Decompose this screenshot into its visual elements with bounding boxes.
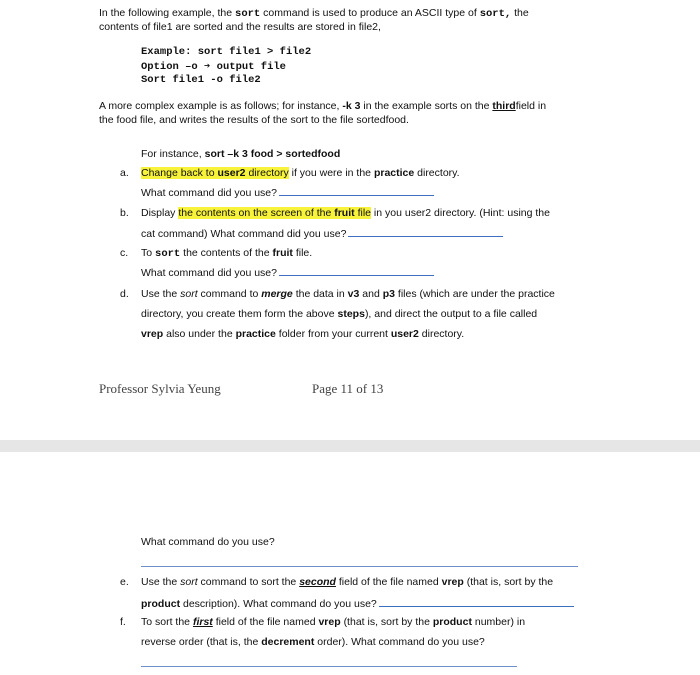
item-d-line-2: directory, you create them form the above steps), and direct the output to a file called: [141, 308, 538, 320]
item-a-marker: a.: [120, 167, 129, 179]
intro-line-2: contents of file1 are sorted and the results are stored in file2,: [99, 21, 381, 33]
complex-line-2: the food file, and writes the results of the sort to the file sortedfood.: [99, 114, 409, 126]
page2-question: What command do you use?: [141, 536, 275, 548]
arrow-icon: ➔: [204, 61, 211, 73]
answer-line-a[interactable]: [279, 186, 434, 196]
item-f-line-2: reverse order (that is, the decrement order). What command do you use?: [141, 636, 485, 648]
footer-professor: Professor Sylvia Yeung: [99, 381, 221, 396]
answer-line-d[interactable]: [141, 566, 578, 567]
instance-line: For instance, sort –k 3 food > sortedfood: [141, 148, 341, 160]
item-c-line-1: To sort the contents of the fruit file.: [141, 247, 313, 260]
example-line-1: Example: sort file1 > file2: [141, 46, 312, 58]
item-d-marker: d.: [120, 288, 129, 300]
item-a-line-1: Change back to user2 directory if you were in the practice directory.: [141, 167, 460, 179]
item-d-line-3: vrep also under the practice folder from your current user2 directory.: [141, 328, 465, 340]
item-f-line-1: To sort the first field of the file named vrep (that is, sort by the product number) in: [141, 616, 526, 628]
complex-line-1: A more complex example is as follows; for instance, -k 3 in the example sorts on the thirdfield in: [99, 100, 547, 112]
item-e-marker: e.: [120, 576, 129, 588]
item-a-line-2: What command did you use?: [141, 186, 434, 199]
item-d-line-1: Use the sort command to merge the data in v3 and p3 files (which are under the practice: [141, 288, 555, 300]
example-line-2: Option –o ➔ output file: [141, 61, 286, 73]
item-b-marker: b.: [120, 207, 129, 219]
example-line-3: Sort file1 -o file2: [141, 74, 261, 86]
footer-page-number: Page 11 of 13: [312, 381, 384, 396]
answer-line-c[interactable]: [279, 266, 434, 276]
answer-line-b[interactable]: [348, 227, 503, 237]
item-b-line-2: cat command) What command did you use?: [141, 227, 503, 240]
answer-line-e[interactable]: [379, 597, 574, 607]
answer-line-f[interactable]: [141, 666, 517, 667]
intro-line-1: In the following example, the sort command is used to produce an ASCII type of sort, the: [99, 7, 529, 20]
item-f-marker: f.: [120, 616, 126, 628]
item-c-line-2: What command did you use?: [141, 266, 434, 279]
page-separator: [0, 440, 700, 452]
item-e-line-2: product description). What command do you use?: [141, 597, 574, 610]
item-e-line-1: Use the sort command to sort the second field of the file named vrep (that is, sort by the: [141, 576, 554, 588]
item-b-line-1: Display the contents on the screen of the fruit file in you user2 directory. (Hint: using the: [141, 207, 550, 219]
item-c-marker: c.: [120, 247, 129, 259]
